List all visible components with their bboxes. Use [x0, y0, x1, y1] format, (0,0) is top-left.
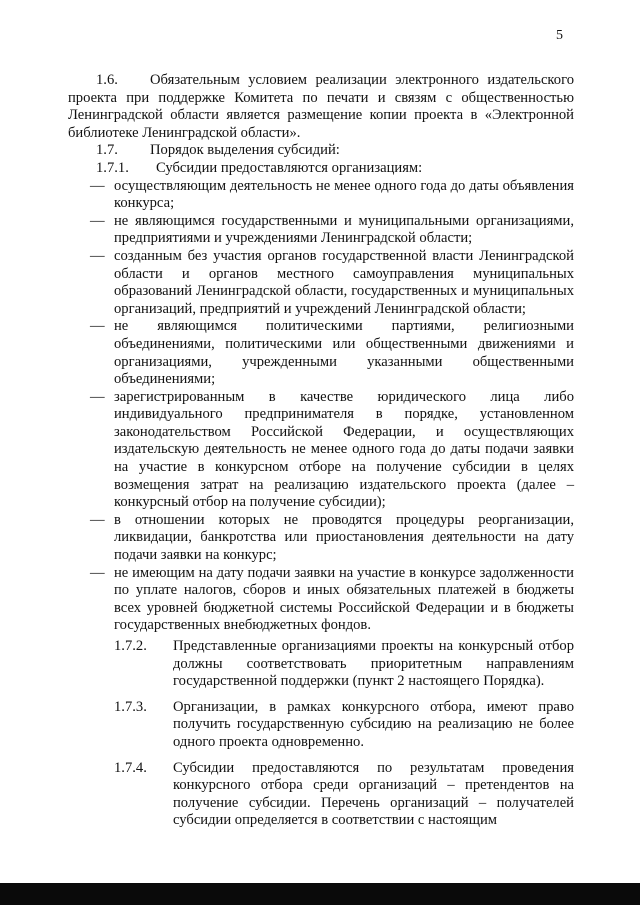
item-text: Представленные организациями проекты на конкурсный отбор должны соответствовать приоритетным направлениям государственной поддержки (пункт 2 настоящего Порядка). — [173, 638, 574, 690]
list-item — [68, 213, 574, 248]
page-number: 5 — [556, 28, 563, 43]
subsection-1-7-1 — [68, 160, 574, 178]
document-body — [68, 72, 574, 830]
section-text: Порядок выделения субсидий: — [150, 142, 340, 159]
dash-bullet-icon: — — [90, 318, 105, 335]
list-item — [68, 248, 574, 318]
scan-edge-shadow — [0, 883, 640, 905]
item-number: 1.7.3. — [114, 698, 147, 715]
list-item — [68, 512, 574, 565]
list-item — [68, 318, 574, 388]
item-text: Организации, в рамках конкурсного отбора, имеют право получить государственную субсидию на реализацию не более одного проекта одновременно. — [173, 698, 574, 750]
item-1-7-3 — [68, 699, 574, 752]
dash-bullet-icon: — — [90, 511, 105, 528]
subsection-text: Субсидии предоставляются организациям: — [156, 159, 423, 176]
section-number: 1.6. — [96, 72, 118, 88]
list-item-text: созданным без участия органов государственной власти Ленинградской области и органов местного самоуправления муниципальных образований Ленинградской области, государственных и муниципальных организаций, предприятий и учреждений Ленинградской области; — [114, 247, 574, 317]
list-item — [68, 389, 574, 512]
item-text: Субсидии предоставляются по результатам проведения конкурсного отбора среди организаций – претендентов на получение субсидии. Перечень организаций – получателей субсидии определяется в соответствии с настоящим — [173, 759, 574, 829]
list-item-text: не являющимся политическими партиями, религиозными объединениями, политическими или общественными движениями и организациями, учрежденными указанными общественными объединениями; — [114, 318, 574, 388]
list-item — [68, 178, 574, 213]
dash-bullet-icon: — — [90, 177, 105, 194]
section-1-7 — [68, 142, 574, 160]
section-1-6 — [68, 72, 574, 142]
subsection-number: 1.7.1. — [96, 159, 129, 176]
list-item-text: не имеющим на дату подачи заявки на участие в конкурсе задолженности по уплате налогов, сборов и иных обязательных платежей в бюджеты всех уровней бюджетной системы Российской Федерации и в бюджеты государственных внебюджетных фондов. — [114, 564, 574, 634]
list-item-text: осуществляющим деятельность не менее одного года до даты объявления конкурса; — [114, 177, 574, 212]
item-number: 1.7.4. — [114, 759, 147, 776]
list-item — [68, 565, 574, 635]
dash-bullet-icon: — — [90, 388, 105, 405]
item-1-7-4 — [68, 760, 574, 830]
dash-bullet-icon: — — [90, 212, 105, 229]
section-text: Обязательным условием реализации электронного издательского проекта при поддержке Комитета по печати и связям с общественностью Ленинградской области является размещение копии проекта в «Электронной библиотеке Ленинградской области». — [68, 72, 574, 141]
dash-bullet-icon: — — [90, 247, 105, 264]
item-number: 1.7.2. — [114, 638, 147, 654]
item-1-7-2 — [68, 638, 574, 691]
dash-bullet-icon: — — [90, 564, 105, 581]
list-item-text: зарегистрированным в качестве юридического лица либо индивидуального предпринимателя в порядке, установленном законодательством Российской Федерации, и осуществляющих издательскую деятельность не менее одного года до даты подачи заявки на участие в конкурсном отборе на получение субсидии в целях возмещения затрат на реализацию издательского проекта (далее – конкурсный отбор на получение субсидии); — [114, 388, 574, 511]
section-number: 1.7. — [96, 142, 118, 159]
list-item-text: не являющимся государственными и муниципальными организациями, предприятиями и учреждениями Ленинградской области; — [114, 212, 574, 247]
list-item-text: в отношении которых не проводятся процедуры реорганизации, ликвидации, банкротства или приостановления деятельности на дату подачи заявки на конкурс; — [114, 511, 574, 564]
